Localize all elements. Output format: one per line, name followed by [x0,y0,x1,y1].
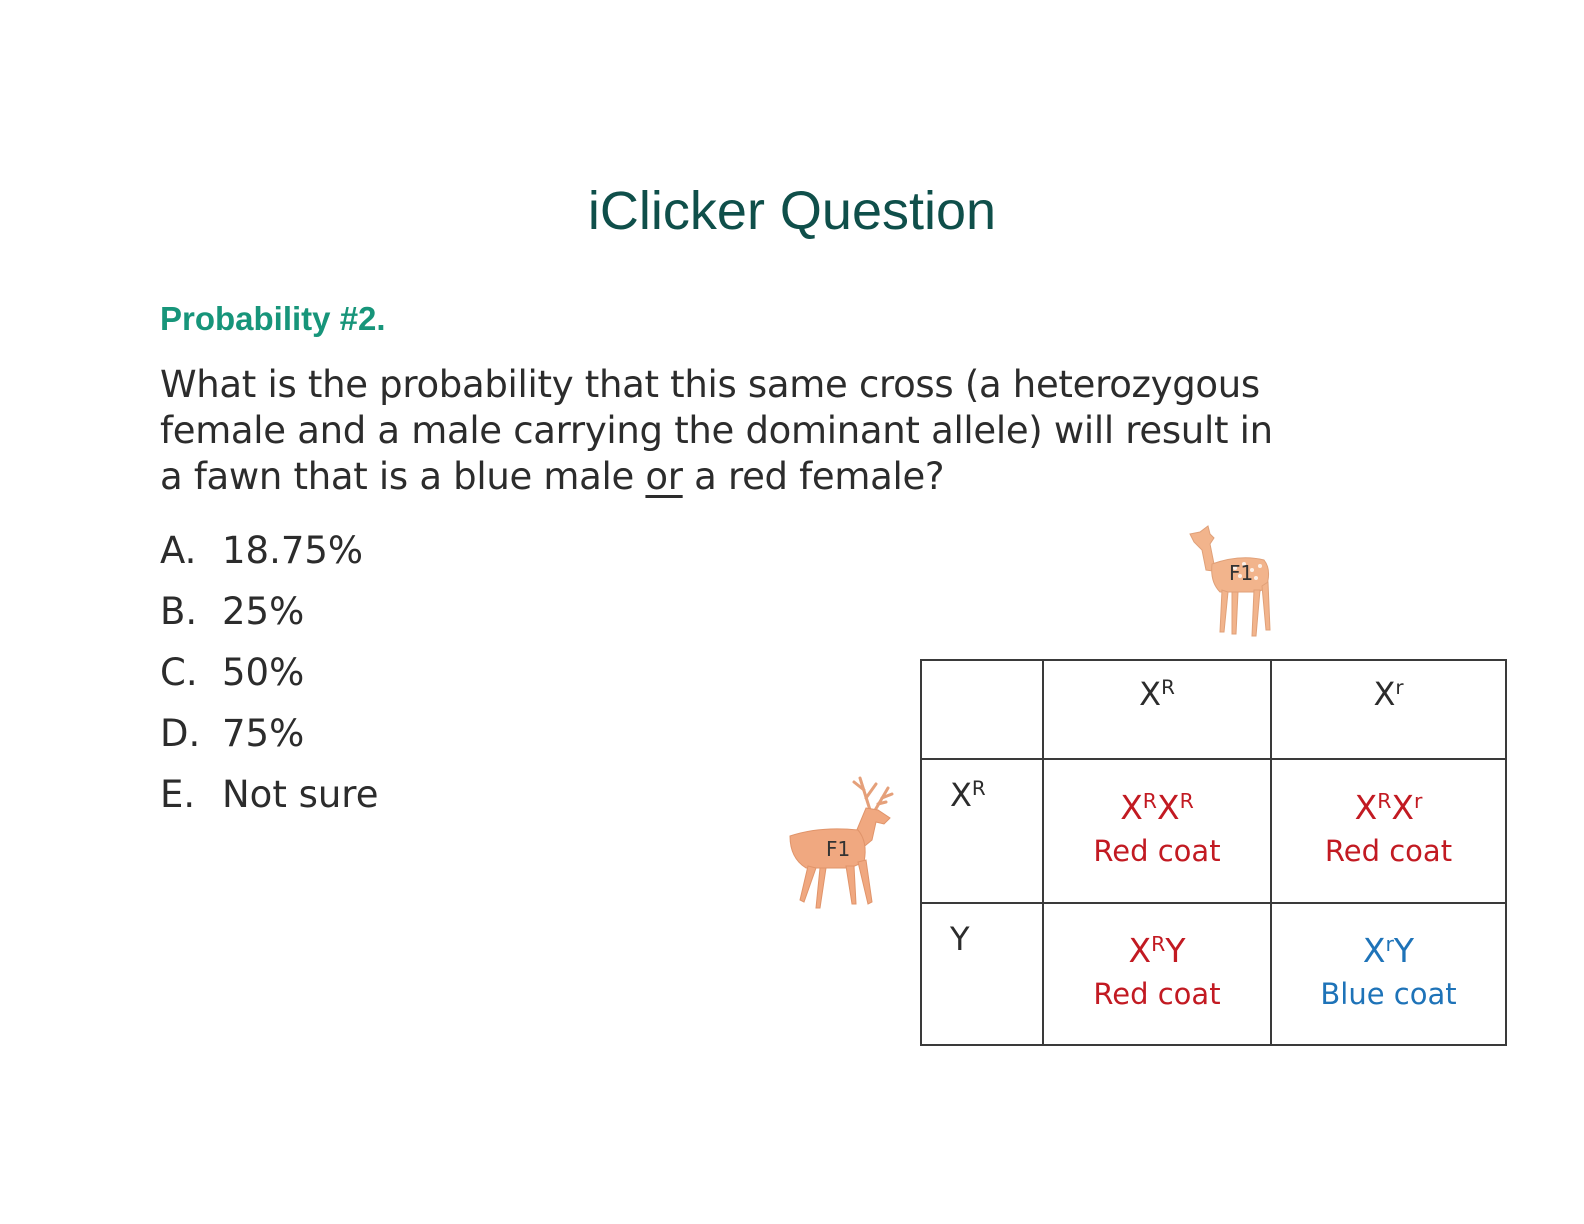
option-b[interactable] [160,581,378,642]
genotype: $X^rY$ [1362,931,1415,970]
option-letter: A. [160,529,197,572]
col-header-2: $X^r$ [1271,660,1506,759]
phenotype: Red coat [1093,977,1221,1011]
answer-options [160,520,378,825]
phenotype: Red coat [1093,834,1221,868]
option-text: 50% [222,651,305,694]
option-text: 75% [222,712,305,755]
option-letter: B. [160,590,198,633]
punnett-cell-4 [1271,903,1506,1045]
option-letter: C. [160,651,198,694]
row-header-2: Y [921,903,1043,1045]
option-text: 25% [222,590,305,633]
female-deer-label: F1 [1229,561,1254,585]
option-letter: D. [160,712,201,755]
punnett-square [920,659,1507,1046]
corner-cell [921,660,1043,759]
option-text: 18.75% [222,529,364,572]
punnett-cell-3 [1043,903,1271,1045]
genotype: $X^RX^r$ [1354,788,1423,827]
question-number: Probability #2. [160,300,386,337]
option-d[interactable] [160,703,378,764]
question-text [160,362,1280,500]
row-header-1: $X^R$ [921,759,1043,903]
option-e[interactable] [160,764,378,825]
col-header-1: $X^R$ [1043,660,1271,759]
phenotype: Blue coat [1320,977,1457,1011]
question-part2: a red female? [682,455,945,498]
page-title: iClicker Question [587,181,997,241]
option-text: Not sure [222,773,379,816]
punnett-cell-2 [1271,759,1506,903]
option-letter: E. [160,773,196,816]
option-a[interactable] [160,520,378,581]
punnett-cell-1 [1043,759,1271,903]
male-deer-label: F1 [826,837,851,861]
genotype: $X^RY$ [1128,931,1186,970]
option-c[interactable] [160,642,378,703]
question-underlined-word: or [645,455,683,498]
question-part1: What is the probability that this same cross (a heterozygous female and a male carrying the dominant allele) will result in a fawn that is a blue male [160,363,1273,498]
phenotype: Red coat [1324,834,1453,868]
genotype: $X^RX^R$ [1120,788,1194,827]
